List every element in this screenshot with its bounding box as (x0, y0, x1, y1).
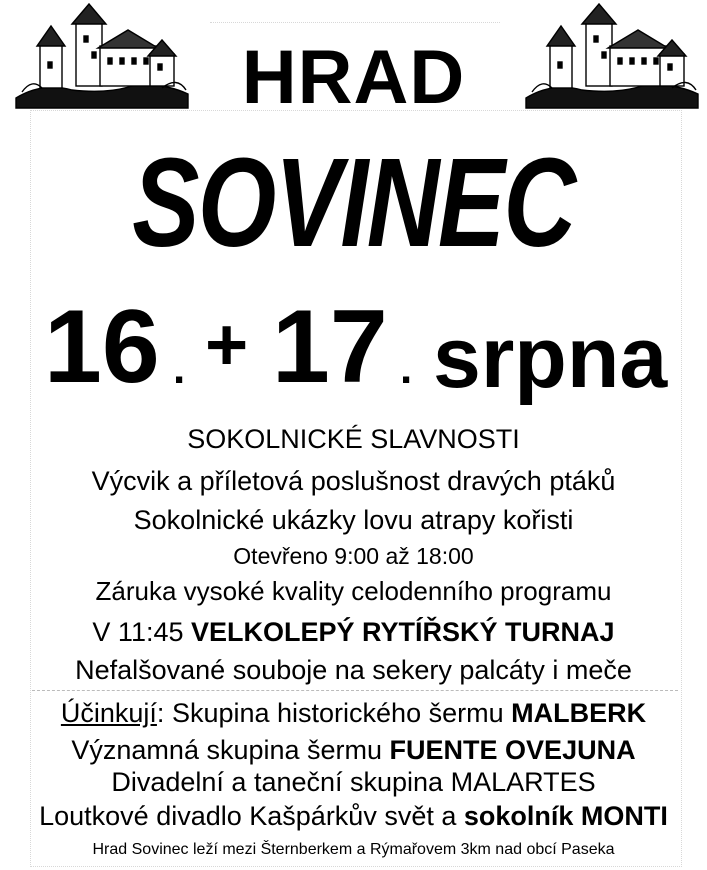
performers-line: Divadelní a taneční skupina MALARTES (111, 767, 596, 797)
performers-line (0, 735, 707, 766)
event-date (0, 289, 707, 406)
opening-hours: Otevřeno 9:00 až 18:00 (233, 543, 474, 569)
date-plus: + (205, 303, 249, 386)
performer-name: MALBERK (511, 698, 647, 728)
performers-colon: : (156, 698, 165, 728)
program-line: Sokolnické ukázky lovu atrapy kořisti (133, 505, 574, 535)
date-month: srpna (433, 310, 668, 406)
performers-line (0, 801, 707, 832)
date-dot-2: . (400, 344, 413, 393)
performer-text: Loutkové divadlo Kašpárkův svět a (39, 801, 464, 831)
program-line: Výcvik a příletová poslušnost dravých ptáků (91, 466, 616, 496)
performer-text: Skupina historického šermu (164, 698, 512, 728)
date-day-1: 16 (44, 289, 160, 405)
tournament-name: VELKOLEPÝ RYTÍŘSKÝ TURNAJ (191, 617, 615, 647)
date-day-2: 17 (272, 289, 388, 405)
title-sovinec: SOVINEC (132, 132, 575, 273)
performers-line (0, 698, 707, 729)
tournament-time: V 11:45 (92, 617, 184, 647)
section-divider (32, 690, 678, 691)
program-line: Nefalšované souboje na sekery palcáty i meče (75, 655, 632, 685)
title-hrad: HRAD (241, 35, 466, 120)
program-heading: SOKOLNICKÉ SLAVNOSTI (187, 424, 520, 454)
tournament-line (0, 617, 707, 648)
top-divider (210, 22, 500, 23)
performer-name: FUENTE OVEJUNA (389, 735, 636, 765)
location-note: Hrad Sovinec leží mezi Šternberkem a Rýmařovem 3km nad obcí Paseka (92, 841, 615, 858)
date-dot-1: . (173, 344, 186, 393)
performers-label: Účinkují (60, 698, 157, 728)
performer-name: sokolník MONTI (463, 801, 668, 831)
performer-text: Významná skupina šermu (71, 735, 390, 765)
program-line: Záruka vysoké kvality celodenního programu (95, 576, 612, 606)
